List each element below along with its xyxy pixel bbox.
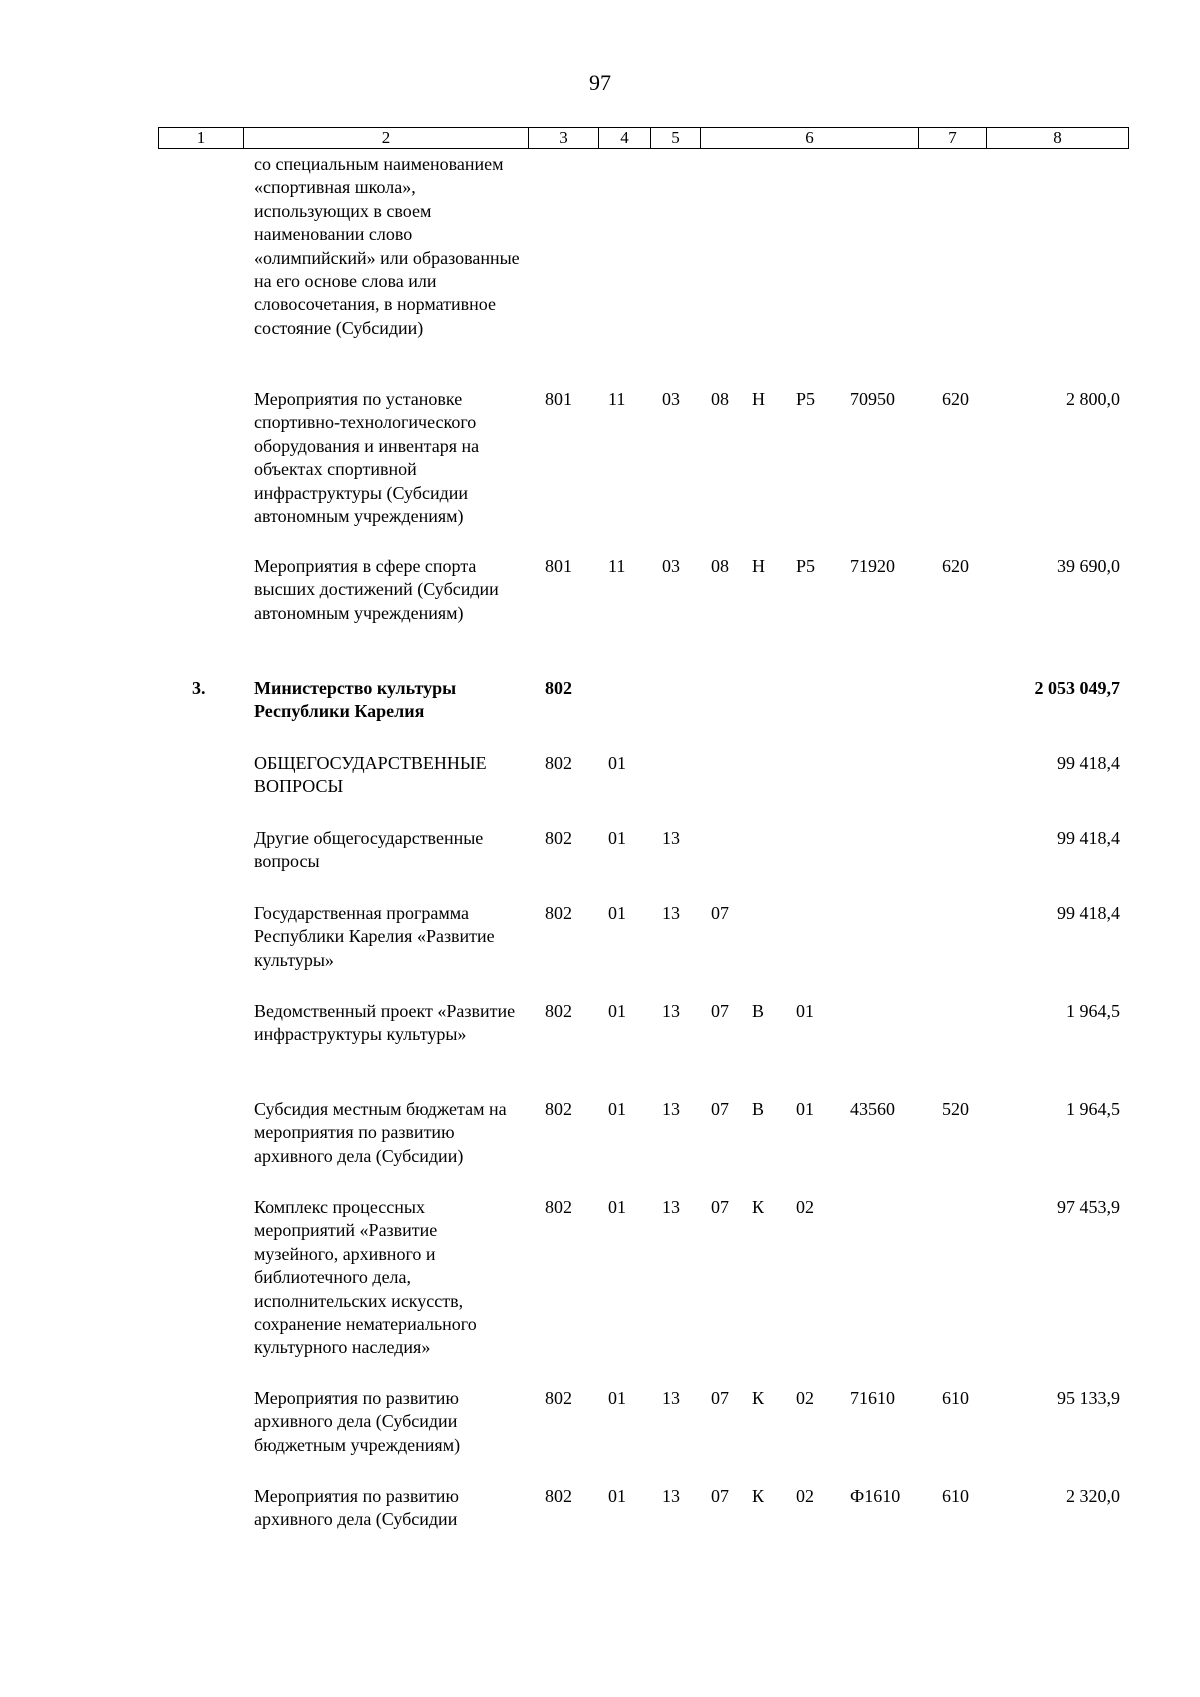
col-8-amount: 1 964,5 <box>1066 1099 1120 1119</box>
col-3-value: 802 <box>545 1001 572 1021</box>
header-col-8: 8 <box>987 128 1129 149</box>
header-col-7: 7 <box>919 128 987 149</box>
col-5-value: 13 <box>662 1486 680 1506</box>
row-description: Ведомственный проект «Развитие инфраструктуры культуры» <box>254 1001 516 1045</box>
row-description: Министерство культуры Республики Карелия <box>254 678 457 722</box>
row-description: Мероприятия по установке спортивно-технологического оборудования и инвентаря на объектах спортивной инфраструктуры (Субсидии автономным учреждениям) <box>254 389 480 527</box>
col-7-value: 620 <box>942 389 969 409</box>
col-3-value: 802 <box>545 1197 572 1217</box>
col-3-value: 802 <box>545 1099 572 1119</box>
col-6-part-2: В <box>752 1001 765 1021</box>
col-6-part-3: 02 <box>796 1486 814 1506</box>
col-6-part-1: 07 <box>711 1099 729 1119</box>
col-6-part-4: 70950 <box>850 389 895 409</box>
row-description: со специальным наименованием «спортивная школа», использующих в своем наименовании слово «олимпийский» или образованные на его основе слова или словосочетания, в нормативное состояние (Субсидии) <box>254 154 520 338</box>
col-6-part-1: 07 <box>711 1388 729 1408</box>
col-4-value: 11 <box>608 556 626 576</box>
col-6-part-2: К <box>752 1197 765 1217</box>
col-8-amount: 2 053 049,7 <box>1034 678 1120 698</box>
col-6-part-2: К <box>752 1388 765 1408</box>
col-5-value: 13 <box>662 1099 680 1119</box>
col-6-part-1: 07 <box>711 1486 729 1506</box>
col-4-value: 01 <box>608 1197 626 1217</box>
col-4-value: 01 <box>608 828 626 848</box>
col-6-part-4: 43560 <box>850 1099 895 1119</box>
col-8-amount: 2 800,0 <box>1066 389 1120 409</box>
col-6-part-3: 01 <box>796 1099 814 1119</box>
col-8-amount: 1 964,5 <box>1066 1001 1120 1021</box>
col-3-value: 802 <box>545 903 572 923</box>
header-col-2: 2 <box>244 128 529 149</box>
col-6-part-4: Ф1610 <box>850 1486 901 1506</box>
col-3-value: 802 <box>545 828 572 848</box>
header-col-4: 4 <box>599 128 651 149</box>
col-6-part-1: 08 <box>711 389 729 409</box>
col-3-value: 802 <box>545 1388 572 1408</box>
col-4-value: 11 <box>608 389 626 409</box>
table-header <box>158 127 1129 149</box>
header-col-5: 5 <box>651 128 701 149</box>
col-4-value: 01 <box>608 1001 626 1021</box>
col-3-value: 802 <box>545 1486 572 1506</box>
col-7-value: 620 <box>942 556 969 576</box>
col-8-amount: 99 418,4 <box>1057 903 1120 923</box>
col-7-value: 610 <box>942 1486 969 1506</box>
col-3-value: 802 <box>545 753 572 773</box>
col-5-value: 13 <box>662 1001 680 1021</box>
col-7-value: 520 <box>942 1099 969 1119</box>
col-6-part-2: К <box>752 1486 765 1506</box>
col-4-value: 01 <box>608 903 626 923</box>
col-3-value: 801 <box>545 389 572 409</box>
col-6-part-2: Н <box>752 389 765 409</box>
col-6-part-2: Н <box>752 556 765 576</box>
col-8-amount: 2 320,0 <box>1066 1486 1120 1506</box>
col-6-part-1: 07 <box>711 1197 729 1217</box>
col-4-value: 01 <box>608 1388 626 1408</box>
row-description: Мероприятия в сфере спорта высших достижений (Субсидии автономным учреждениям) <box>254 556 499 623</box>
col-6-part-3: Р5 <box>796 556 816 576</box>
row-description: Мероприятия по развитию архивного дела (Субсидии <box>254 1486 459 1530</box>
col-6-part-3: 02 <box>796 1197 814 1217</box>
col-8-amount: 39 690,0 <box>1057 556 1120 576</box>
col-6-part-4: 71610 <box>850 1388 895 1408</box>
col-6-part-3: 02 <box>796 1388 814 1408</box>
col-3-value: 801 <box>545 556 572 576</box>
col-7-value: 610 <box>942 1388 969 1408</box>
col-8-amount: 95 133,9 <box>1057 1388 1120 1408</box>
col-6-part-1: 08 <box>711 556 729 576</box>
col-8-amount: 97 453,9 <box>1057 1197 1120 1217</box>
row-description: ОБЩЕГОСУДАРСТВЕННЫЕ ВОПРОСЫ <box>254 753 487 797</box>
header-col-6: 6 <box>701 128 919 149</box>
col-5-value: 03 <box>662 389 680 409</box>
header-col-1: 1 <box>159 128 244 149</box>
col-5-value: 13 <box>662 1388 680 1408</box>
row-description: Другие общегосударственные вопросы <box>254 828 484 872</box>
col-4-value: 01 <box>608 753 626 773</box>
col-8-amount: 99 418,4 <box>1057 828 1120 848</box>
col-5-value: 13 <box>662 828 680 848</box>
col-6-part-1: 07 <box>711 903 729 923</box>
row-description: Комплекс процессных мероприятий «Развитие музейного, архивного и библиотечного дела, исполнительских искусств, сохранение нематериального культурного наследия» <box>254 1197 477 1358</box>
page-number: 97 <box>589 70 611 95</box>
col-3-value: 802 <box>545 678 572 698</box>
col-4-value: 01 <box>608 1486 626 1506</box>
header-col-3: 3 <box>529 128 599 149</box>
col-6-part-3: 01 <box>796 1001 814 1021</box>
col-4-value: 01 <box>608 1099 626 1119</box>
col-6-part-4: 71920 <box>850 556 895 576</box>
col-5-value: 13 <box>662 1197 680 1217</box>
col-6-part-1: 07 <box>711 1001 729 1021</box>
row-description: Мероприятия по развитию архивного дела (Субсидии бюджетным учреждениям) <box>254 1388 461 1455</box>
row-number: 3. <box>192 678 206 698</box>
col-6-part-2: В <box>752 1099 765 1119</box>
row-description: Государственная программа Республики Карелия «Развитие культуры» <box>254 903 495 970</box>
row-description: Субсидия местным бюджетам на мероприятия по развитию архивного дела (Субсидии) <box>254 1099 507 1166</box>
col-8-amount: 99 418,4 <box>1057 753 1120 773</box>
col-5-value: 13 <box>662 903 680 923</box>
col-5-value: 03 <box>662 556 680 576</box>
col-6-part-3: Р5 <box>796 389 816 409</box>
